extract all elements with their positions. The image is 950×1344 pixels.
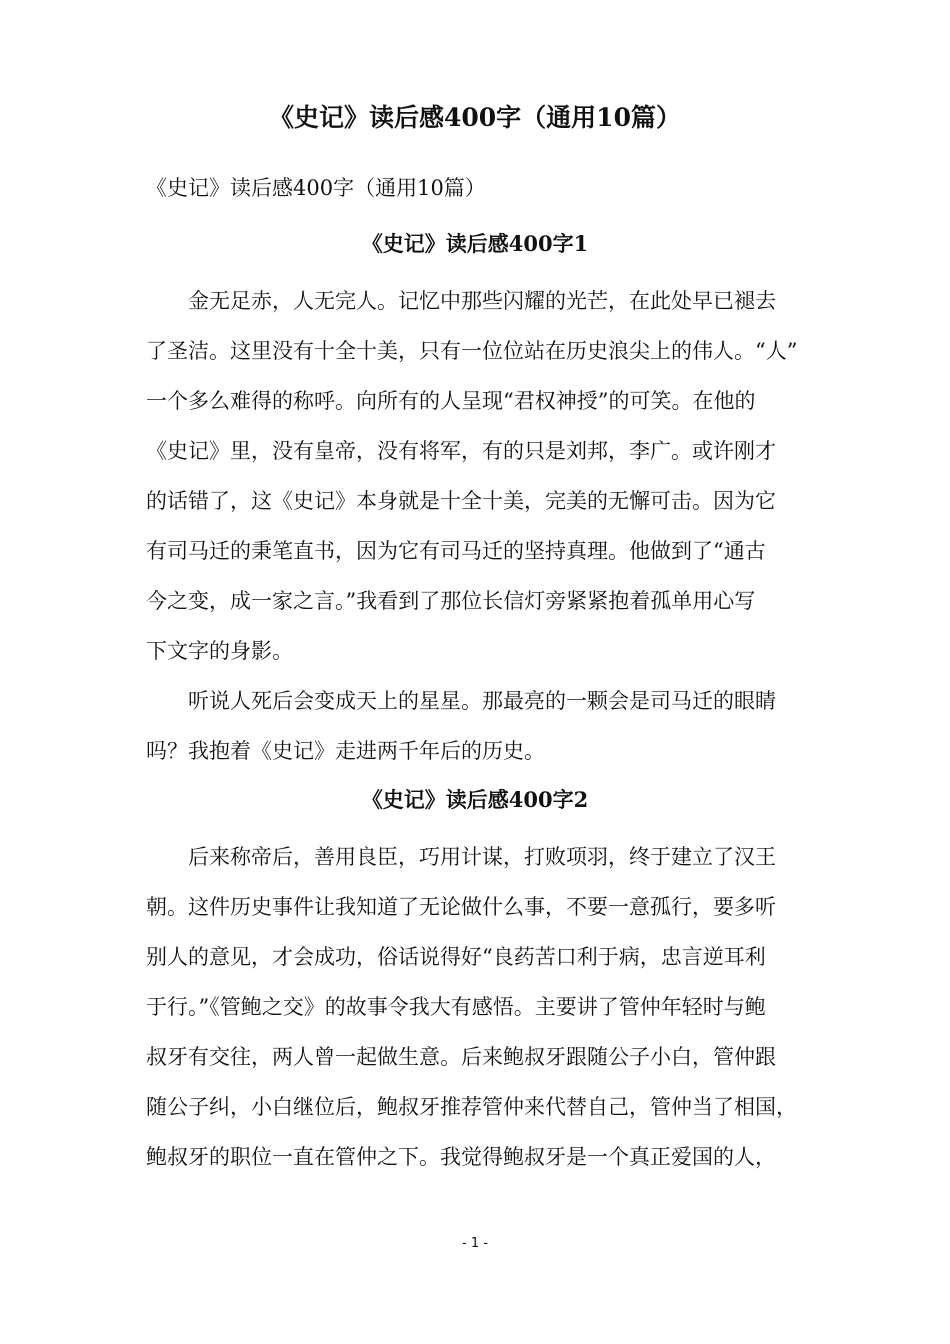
paragraph-line: 有司马迁的秉笔直书，因为它有司马迁的坚持真理。他做到了“通古: [146, 539, 766, 563]
paragraph-line: 随公子纠，小白继位后，鲍叔牙推荐管仲来代替自己，管仲当了相国，: [146, 1095, 797, 1119]
page-number: - 1 -: [462, 1236, 488, 1251]
paragraph-line: 别人的意见，才会成功，俗话说得好“良药苦口利于病，忠言逆耳利: [146, 945, 766, 969]
section-heading-2: 《史记》读后感400字2: [361, 787, 589, 812]
paragraph-line: 《史记》里，没有皇帝，没有将军，有的只是刘邦，李广。或许刚才: [146, 439, 776, 463]
paragraph-line: 金无足赤，人无完人。记忆中那些闪耀的光芒，在此处早已褪去: [188, 289, 776, 313]
paragraph-line: 鲍叔牙的职位一直在管仲之下。我觉得鲍叔牙是一个真正爱国的人，: [146, 1145, 776, 1169]
paragraph-1-2: [146, 676, 814, 776]
paragraph-1-1: [146, 276, 814, 676]
paragraph-line: 于行。”《管鲍之交》的故事令我大有感悟。主要讲了管仲年轻时与鲍: [146, 995, 766, 1019]
paragraph-line: 下文字的身影。: [146, 639, 293, 663]
section-heading-1: 《史记》读后感400字1: [361, 231, 589, 256]
paragraph-line: 后来称帝后，善用良臣，巧用计谋，打败项羽，终于建立了汉王: [188, 845, 776, 869]
paragraph-line: 听说人死后会变成天上的星星。那最亮的一颗会是司马迁的眼睛: [188, 689, 776, 713]
document-title: 《史记》读后感400字（通用10篇）: [269, 103, 681, 132]
paragraph-line: 的话错了，这《史记》本身就是十全十美，完美的无懈可击。因为它: [146, 489, 776, 513]
paragraph-line: 朝。这件历史事件让我知道了无论做什么事，不要一意孤行，要多听: [146, 895, 776, 919]
paragraph-line: 吗？我抱着《史记》走进两千年后的历史。: [146, 739, 545, 763]
paragraph-line: 今之变，成一家之言。”我看到了那位长信灯旁紧紧抱着孤单用心写: [146, 589, 756, 613]
paragraph-2-1: [146, 832, 814, 1182]
paragraph-line: 了圣洁。这里没有十全十美，只有一位位站在历史浪尖上的伟人。“人”: [146, 339, 798, 363]
document-subtitle: 《史记》读后感400字（通用10篇）: [146, 176, 486, 200]
paragraph-line: 一个多么难得的称呼。向所有的人呈现“君权神授”的可笑。在他的: [146, 389, 756, 413]
paragraph-line: 叔牙有交往，两人曾一起做生意。后来鲍叔牙跟随公子小白，管仲跟: [146, 1045, 776, 1069]
